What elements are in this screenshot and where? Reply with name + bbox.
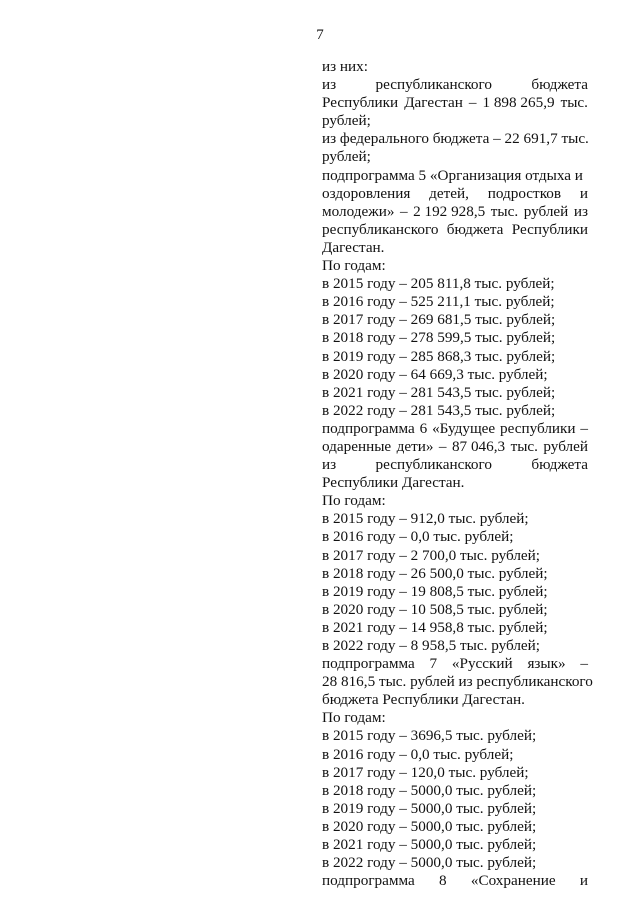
text-line: в 2018 году – 26 500,0 тыс. рублей; [322,564,548,582]
text-word: подпрограмма [322,419,415,437]
text-line [322,185,588,203]
text-word: – [399,202,408,220]
text-word: тыс. [510,437,538,455]
text-word: 1 898 265,9 [482,94,555,112]
text-line: в 2017 году – 2 700,0 тыс. рублей; [322,546,540,564]
text-line: в 2016 году – 0,0 тыс. рублей; [322,528,514,546]
text-line: в 2015 году – 912,0 тыс. рублей; [322,510,529,528]
text-line [322,655,588,673]
text-line: По годам: [322,492,386,510]
text-line: рублей; [322,148,371,166]
text-line: из федерального бюджета – 22 691,7 тыс. [322,130,589,148]
text-line: 28 816,5 тыс. рублей из республиканского [322,673,593,691]
text-word: рублей [543,437,588,455]
text-line: в 2022 году – 281 543,5 тыс. рублей; [322,401,556,419]
text-word: тыс. [560,94,588,112]
text-word: язык» [527,655,566,673]
text-line [322,221,588,239]
text-word: рублей [523,202,569,220]
text-word: Республики [322,94,399,112]
text-word: молодежи» [322,202,395,220]
text-word: республиканского [322,220,439,238]
text-word: 7 [429,655,438,673]
text-line: в 2018 году – 278 599,5 тыс. рублей; [322,329,556,347]
text-line [322,438,588,456]
text-word: республиканского [375,76,492,94]
text-word: республики [500,419,576,437]
text-word: – [468,94,477,112]
text-word: бюджета [531,456,588,474]
text-word: и [579,184,588,202]
text-line: в 2020 году – 10 508,5 тыс. рублей; [322,600,548,618]
text-word: 8 [439,872,447,890]
text-word: «Сохранение [470,872,556,890]
text-word: подпрограмма [322,872,415,890]
text-line: в 2019 году – 285 868,3 тыс. рублей; [322,347,556,365]
text-line [322,203,588,221]
text-line: По годам: [322,257,386,275]
text-word: – [580,655,588,673]
text-word: – [580,419,588,437]
text-line: в 2021 году – 14 958,8 тыс. рублей; [322,618,548,636]
text-line: в 2021 году – 5000,0 тыс. рублей; [322,836,537,854]
text-word: 2 192 928,5 [413,202,486,220]
text-line [322,420,588,438]
text-word: подпрограмма [322,655,415,673]
text-line: Дагестан. [322,238,385,256]
text-word: из [322,76,337,94]
text-line [322,94,588,112]
text-word: и [579,872,588,890]
text-word: из [322,456,337,474]
text-line: в 2022 году – 8 958,5 тыс. рублей; [322,637,540,654]
text-line: в 2015 году – 205 811,8 тыс. рублей; [322,275,555,293]
text-word: «Русский [451,655,513,673]
text-word: республиканского [375,456,492,474]
text-line: из них: [322,58,368,75]
text-line: рублей; [322,112,371,130]
text-word: бюджета [446,220,504,238]
text-line [322,76,588,94]
text-line: в 2021 году – 281 543,5 тыс. рублей; [322,383,556,401]
text-line: в 2017 году – 269 681,5 тыс. рублей; [322,311,556,329]
text-line: в 2019 году – 19 808,5 тыс. рублей; [322,582,548,600]
text-line: По годам: [322,709,386,727]
text-word: детей, [429,184,469,202]
text-line: в 2015 году – 3696,5 тыс. рублей; [322,727,537,745]
text-line: бюджета Республики Дагестан. [322,691,525,709]
text-line: в 2020 году – 5000,0 тыс. рублей; [322,817,537,835]
text-line: в 2016 году – 0,0 тыс. рублей; [322,745,514,763]
text-word: подростков [487,184,562,202]
text-word: тыс. [490,202,519,220]
text-word: 87 046,3 [451,437,506,455]
text-line: в 2016 году – 525 211,1 тыс. рублей; [322,293,555,311]
text-column [322,58,593,890]
text-word: Республики [511,220,588,238]
text-line: в 2020 году – 64 669,3 тыс. рублей; [322,365,548,383]
text-line: Республики Дагестан. [322,474,465,492]
text-word: дети» [396,437,434,455]
page-number: 7 [316,27,324,43]
text-line: в 2019 году – 5000,0 тыс. рублей; [322,799,537,817]
text-word: Дагестан [404,94,463,112]
text-word: оздоровления [322,184,411,202]
text-line: подпрограмма 5 «Организация отдыха и [322,166,583,184]
text-word: одаренные [322,437,392,455]
text-line: в 2022 году – 5000,0 тыс. рублей; [322,854,537,872]
text-word: 6 [419,419,428,437]
text-line [322,456,588,474]
text-line [322,872,588,890]
text-line: в 2017 году – 120,0 тыс. рублей; [322,763,529,781]
text-word: из [573,202,588,220]
text-word: «Будущее [432,419,496,437]
text-line: в 2018 году – 5000,0 тыс. рублей; [322,781,537,799]
text-word: бюджета [531,76,588,94]
text-word: – [438,437,447,455]
